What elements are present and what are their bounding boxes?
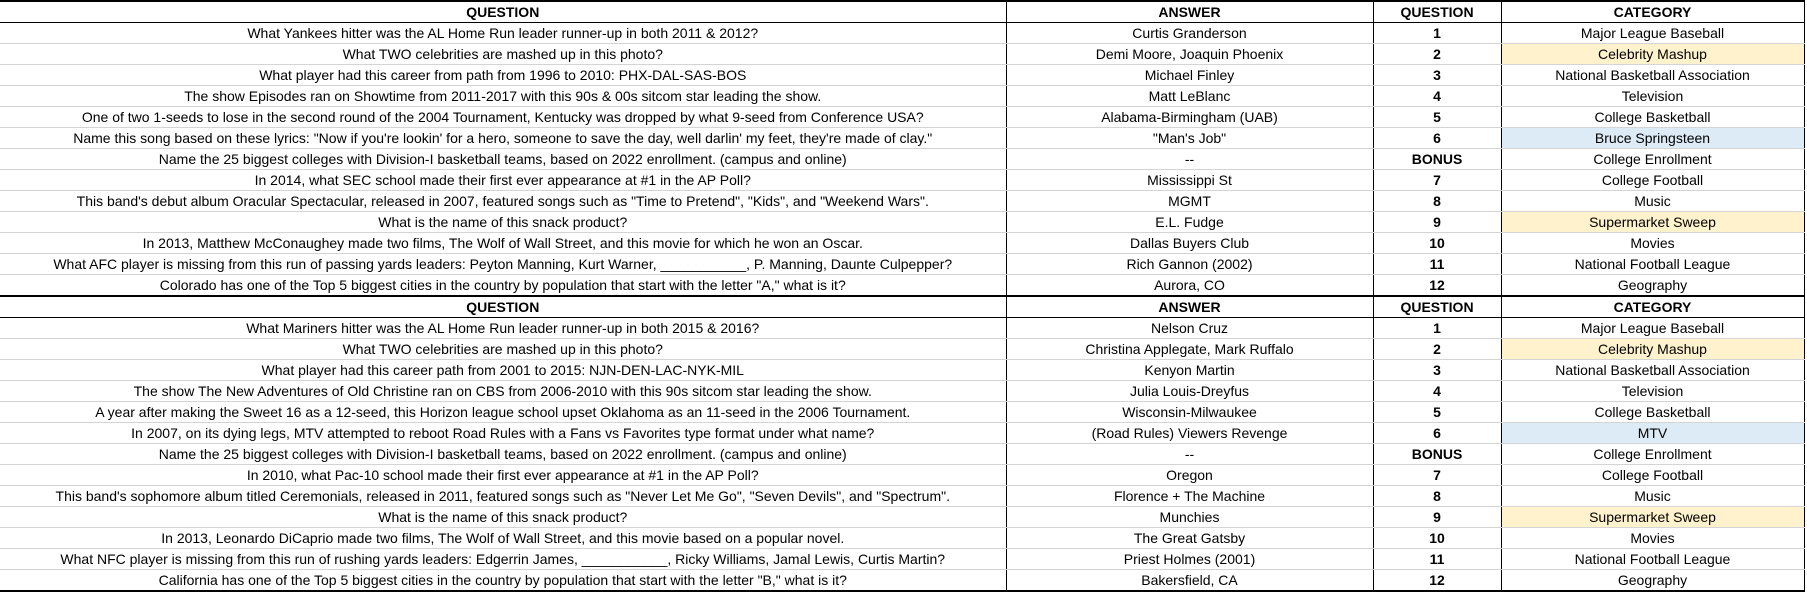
question-cell[interactable]: What AFC player is missing from this run of passing yards leaders: Peyton Manning, Kurt Warner, ___________, P. Manning, Daunte Culpepper? [0, 254, 1006, 275]
question-cell[interactable]: In 2013, Matthew McConaughey made two films, The Wolf of Wall Street, and this movie for which he won an Oscar. [0, 233, 1006, 254]
answer-cell[interactable]: E.L. Fudge [1006, 212, 1373, 233]
table-row [0, 465, 1804, 486]
answer-cell[interactable]: The Great Gatsby [1006, 528, 1373, 549]
question-cell[interactable]: What player had this career from path from 1996 to 2010: PHX-DAL-SAS-BOS [0, 65, 1006, 86]
answer-cell[interactable]: Aurora, CO [1006, 275, 1373, 297]
header-row [0, 296, 1804, 318]
table-row [0, 360, 1804, 381]
table-row [0, 528, 1804, 549]
number-cell[interactable]: 12 [1373, 275, 1501, 297]
category-cell[interactable]: Bruce Springsteen [1501, 128, 1804, 149]
question-cell[interactable]: What is the name of this snack product? [0, 507, 1006, 528]
answer-cell[interactable]: Oregon [1006, 465, 1373, 486]
question-cell[interactable]: The show The New Adventures of Old Christine ran on CBS from 2006-2010 with this 90s sitcom star leading the show. [0, 381, 1006, 402]
number-cell[interactable]: 6 [1373, 128, 1501, 149]
table-row [0, 149, 1804, 170]
category-cell[interactable]: College Basketball [1501, 107, 1804, 128]
table-row [0, 423, 1804, 444]
table-row [0, 339, 1804, 360]
answer-cell[interactable]: (Road Rules) Viewers Revenge [1006, 423, 1373, 444]
table-row [0, 212, 1804, 233]
number-cell[interactable]: 9 [1373, 507, 1501, 528]
category-cell[interactable]: Television [1501, 86, 1804, 107]
question-cell[interactable]: This band's debut album Oracular Spectacular, released in 2007, featured songs such as "Time to Pretend", "Kids", and "Weekend Wars". [0, 191, 1006, 212]
answer-cell[interactable]: Rich Gannon (2002) [1006, 254, 1373, 275]
category-cell[interactable]: College Enrollment [1501, 444, 1804, 465]
category-cell[interactable]: Television [1501, 381, 1804, 402]
number-cell[interactable]: 4 [1373, 86, 1501, 107]
category-cell[interactable]: Music [1501, 191, 1804, 212]
question-cell[interactable]: Colorado has one of the Top 5 biggest cities in the country by population that start with the letter "A," what is it? [0, 275, 1006, 297]
question-cell[interactable]: What Mariners hitter was the AL Home Run leader runner-up in both 2015 & 2016? [0, 318, 1006, 339]
question-cell[interactable]: What NFC player is missing from this run of rushing yards leaders: Edgerrin James, ___________, Ricky Williams, Jamal Lewis, Curtis Martin? [0, 549, 1006, 570]
number-cell[interactable]: BONUS [1373, 149, 1501, 170]
header-question[interactable]: QUESTION [0, 296, 1006, 318]
category-cell[interactable]: Supermarket Sweep [1501, 507, 1804, 528]
header-answer[interactable]: ANSWER [1006, 1, 1373, 23]
category-cell[interactable]: Major League Baseball [1501, 23, 1804, 44]
table-row [0, 107, 1804, 128]
number-cell[interactable]: 8 [1373, 191, 1501, 212]
number-cell[interactable]: 8 [1373, 486, 1501, 507]
question-cell[interactable]: In 2013, Leonardo DiCaprio made two films, The Wolf of Wall Street, and this movie based on a popular novel. [0, 528, 1006, 549]
answer-cell[interactable]: Priest Holmes (2001) [1006, 549, 1373, 570]
table-row [0, 549, 1804, 570]
header-row [0, 1, 1804, 23]
category-cell[interactable]: Celebrity Mashup [1501, 339, 1804, 360]
number-cell[interactable]: 12 [1373, 570, 1501, 592]
number-cell[interactable]: 7 [1373, 170, 1501, 191]
number-cell[interactable]: 3 [1373, 65, 1501, 86]
answer-cell[interactable]: Christina Applegate, Mark Ruffalo [1006, 339, 1373, 360]
number-cell[interactable]: 2 [1373, 44, 1501, 65]
number-cell[interactable]: 2 [1373, 339, 1501, 360]
question-cell[interactable]: What player had this career path from 2001 to 2015: NJN-DEN-LAC-NYK-MIL [0, 360, 1006, 381]
table-row [0, 254, 1804, 275]
answer-cell[interactable]: Michael Finley [1006, 65, 1373, 86]
question-cell[interactable]: What is the name of this snack product? [0, 212, 1006, 233]
table-row [0, 381, 1804, 402]
number-cell[interactable]: 6 [1373, 423, 1501, 444]
question-cell[interactable]: Name the 25 biggest colleges with Division-I basketball teams, based on 2022 enrollment. (campus and online) [0, 444, 1006, 465]
category-cell[interactable]: National Football League [1501, 254, 1804, 275]
answer-cell[interactable]: Wisconsin-Milwaukee [1006, 402, 1373, 423]
table-row [0, 65, 1804, 86]
category-cell[interactable]: College Football [1501, 465, 1804, 486]
question-cell[interactable]: In 2007, on its dying legs, MTV attempted to reboot Road Rules with a Fans vs Favorites type format under what name? [0, 423, 1006, 444]
answer-cell[interactable]: Munchies [1006, 507, 1373, 528]
answer-cell[interactable]: MGMT [1006, 191, 1373, 212]
table-row [0, 170, 1804, 191]
number-cell[interactable]: 1 [1373, 23, 1501, 44]
category-cell[interactable]: Geography [1501, 570, 1804, 592]
table-row [0, 570, 1804, 592]
header-category[interactable]: CATEGORY [1501, 296, 1804, 318]
table-row [0, 86, 1804, 107]
question-cell[interactable]: This band's sophomore album titled Ceremonials, released in 2011, featured songs such as "Never Let Me Go", "Seven Devils", and "Spectrum". [0, 486, 1006, 507]
number-cell[interactable]: 11 [1373, 254, 1501, 275]
answer-cell[interactable]: Matt LeBlanc [1006, 86, 1373, 107]
answer-cell[interactable]: "Man's Job" [1006, 128, 1373, 149]
question-cell[interactable]: What TWO celebrities are mashed up in this photo? [0, 339, 1006, 360]
number-cell[interactable]: 7 [1373, 465, 1501, 486]
answer-cell[interactable]: Florence + The Machine [1006, 486, 1373, 507]
answer-cell[interactable]: Curtis Granderson [1006, 23, 1373, 44]
question-cell[interactable]: Name the 25 biggest colleges with Division-I basketball teams, based on 2022 enrollment. (campus and online) [0, 149, 1006, 170]
number-cell[interactable]: 5 [1373, 402, 1501, 423]
category-cell[interactable]: Movies [1501, 528, 1804, 549]
table-row [0, 23, 1804, 44]
number-cell[interactable]: 1 [1373, 318, 1501, 339]
answer-cell[interactable]: Julia Louis-Dreyfus [1006, 381, 1373, 402]
question-cell[interactable]: A year after making the Sweet 16 as a 12-seed, this Horizon league school upset Oklahoma as an 11-seed in the 2006 Tournament. [0, 402, 1006, 423]
table-row [0, 191, 1804, 212]
category-cell[interactable]: College Basketball [1501, 402, 1804, 423]
answer-cell[interactable]: Mississippi St [1006, 170, 1373, 191]
number-cell[interactable]: 9 [1373, 212, 1501, 233]
number-cell[interactable]: BONUS [1373, 444, 1501, 465]
question-cell[interactable]: California has one of the Top 5 biggest cities in the country by population that start with the letter "B," what is it? [0, 570, 1006, 592]
question-cell[interactable]: In 2010, what Pac-10 school made their first ever appearance at #1 in the AP Poll? [0, 465, 1006, 486]
category-cell[interactable]: National Basketball Association [1501, 360, 1804, 381]
answer-cell[interactable]: Demi Moore, Joaquin Phoenix [1006, 44, 1373, 65]
category-cell[interactable]: Geography [1501, 275, 1804, 297]
question-cell[interactable]: Name this song based on these lyrics: "Now if you're lookin' for a hero, someone to save the day, well darlin' my feet, they're made of clay." [0, 128, 1006, 149]
table-row [0, 507, 1804, 528]
question-cell[interactable]: What TWO celebrities are mashed up in this photo? [0, 44, 1006, 65]
category-cell[interactable]: Movies [1501, 233, 1804, 254]
category-cell[interactable]: College Enrollment [1501, 149, 1804, 170]
table-row [0, 444, 1804, 465]
table-row [0, 233, 1804, 254]
answer-cell[interactable]: -- [1006, 149, 1373, 170]
category-cell[interactable]: National Basketball Association [1501, 65, 1804, 86]
header-number[interactable]: QUESTION [1373, 296, 1501, 318]
table-row [0, 44, 1804, 65]
answer-cell[interactable]: -- [1006, 444, 1373, 465]
number-cell[interactable]: 11 [1373, 549, 1501, 570]
category-cell[interactable]: MTV [1501, 423, 1804, 444]
category-cell[interactable]: Major League Baseball [1501, 318, 1804, 339]
category-cell[interactable]: Music [1501, 486, 1804, 507]
table-row [0, 402, 1804, 423]
number-cell[interactable]: 10 [1373, 528, 1501, 549]
category-cell[interactable]: Celebrity Mashup [1501, 44, 1804, 65]
question-cell[interactable]: In 2014, what SEC school made their first ever appearance at #1 in the AP Poll? [0, 170, 1006, 191]
question-cell[interactable]: The show Episodes ran on Showtime from 2011-2017 with this 90s & 00s sitcom star leading the show. [0, 86, 1006, 107]
answer-cell[interactable]: Dallas Buyers Club [1006, 233, 1373, 254]
number-cell[interactable]: 3 [1373, 360, 1501, 381]
table-row [0, 318, 1804, 339]
category-cell[interactable]: College Football [1501, 170, 1804, 191]
table-row [0, 128, 1804, 149]
header-answer[interactable]: ANSWER [1006, 296, 1373, 318]
sheet-body [0, 1, 1804, 591]
question-cell[interactable]: What Yankees hitter was the AL Home Run leader runner-up in both 2011 & 2012? [0, 23, 1006, 44]
number-cell[interactable]: 10 [1373, 233, 1501, 254]
number-cell[interactable]: 4 [1373, 381, 1501, 402]
answer-cell[interactable]: Alabama-Birmingham (UAB) [1006, 107, 1373, 128]
answer-cell[interactable]: Bakersfield, CA [1006, 570, 1373, 592]
category-cell[interactable]: Supermarket Sweep [1501, 212, 1804, 233]
header-question[interactable]: QUESTION [0, 1, 1006, 23]
question-cell[interactable]: One of two 1-seeds to lose in the second round of the 2004 Tournament, Kentucky was dropped by what 9-seed from Conference USA? [0, 107, 1006, 128]
number-cell[interactable]: 5 [1373, 107, 1501, 128]
category-cell[interactable]: National Football League [1501, 549, 1804, 570]
header-category[interactable]: CATEGORY [1501, 1, 1804, 23]
answer-cell[interactable]: Kenyon Martin [1006, 360, 1373, 381]
answer-cell[interactable]: Nelson Cruz [1006, 318, 1373, 339]
header-number[interactable]: QUESTION [1373, 1, 1501, 23]
table-row [0, 486, 1804, 507]
table-row [0, 275, 1804, 297]
